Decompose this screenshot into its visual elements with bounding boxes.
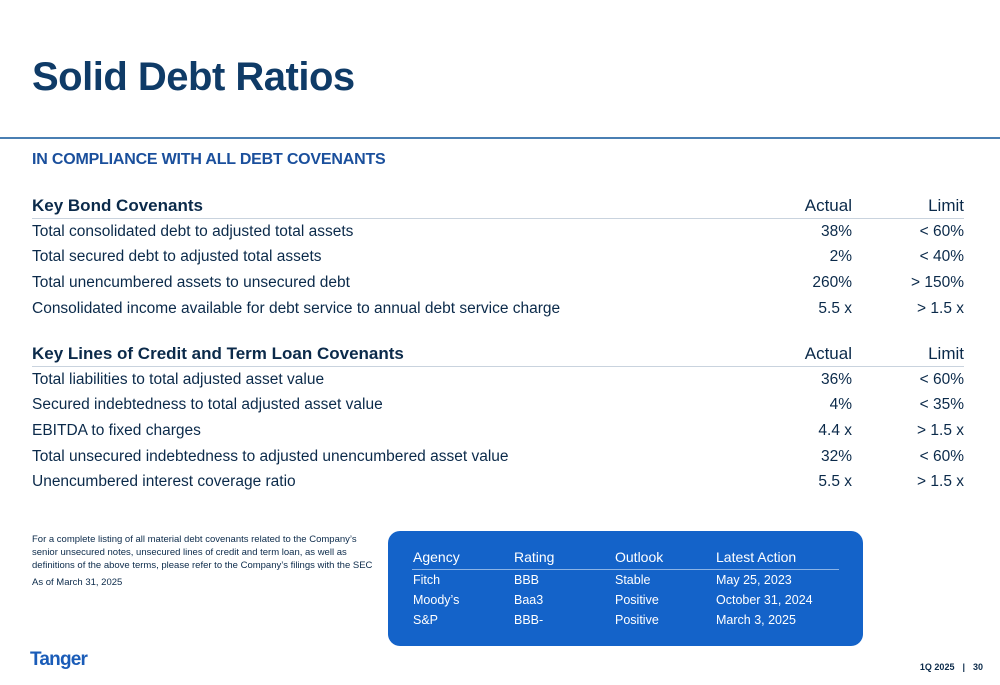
- bond-header-actual: Actual: [804, 196, 852, 215]
- bond-covenants-table: [32, 195, 964, 321]
- credit-ratings-panel: [388, 531, 863, 646]
- row-label: Unencumbered interest coverage ratio: [32, 473, 296, 491]
- row-limit: < 60%: [919, 370, 964, 388]
- credit-header-limit: Limit: [928, 344, 964, 363]
- bond-table-header: [32, 195, 964, 219]
- row-actual: 5.5 x: [818, 299, 852, 317]
- row-actual: 38%: [820, 222, 852, 240]
- row-actual: 5.5 x: [818, 473, 852, 491]
- row-label: Total consolidated debt to adjusted total assets: [32, 222, 354, 240]
- row-actual: 2%: [829, 248, 852, 266]
- ratings-header-agency: Agency: [413, 549, 460, 565]
- agency-name: Moody’s: [413, 593, 460, 607]
- row-actual: 4.4 x: [818, 421, 852, 439]
- agency-name: S&P: [413, 613, 439, 627]
- table-row: [32, 393, 964, 419]
- agency-rating: BBB-: [514, 613, 544, 627]
- row-limit: < 40%: [919, 248, 964, 266]
- row-label: EBITDA to fixed charges: [32, 421, 201, 439]
- section-subtitle: IN COMPLIANCE WITH ALL DEBT COVENANTS: [32, 151, 386, 168]
- ratings-row: [412, 570, 839, 590]
- row-limit: < 60%: [919, 222, 964, 240]
- agency-outlook: Positive: [615, 593, 659, 607]
- page-footer: [920, 662, 983, 672]
- page-title: Solid Debt Ratios: [32, 55, 355, 99]
- ratings-row: [412, 590, 839, 610]
- row-label: Total unencumbered assets to unsecured debt: [32, 273, 350, 291]
- row-label: Total secured debt to adjusted total assets: [32, 248, 322, 266]
- company-logo: Tanger: [30, 649, 88, 670]
- credit-header-label: Key Lines of Credit and Term Loan Covenants: [32, 344, 404, 363]
- bond-header-limit: Limit: [928, 196, 964, 215]
- ratings-row: [412, 610, 839, 630]
- credit-header-actual: Actual: [804, 344, 852, 363]
- as-of-date: As of March 31, 2025: [32, 577, 123, 588]
- row-limit: > 150%: [910, 273, 964, 291]
- row-actual: 32%: [820, 447, 852, 465]
- agency-outlook: Positive: [615, 613, 659, 627]
- ratings-header-rating: Rating: [514, 549, 555, 565]
- row-label: Consolidated income available for debt service to annual debt service charge: [32, 299, 561, 317]
- row-limit: > 1.5 x: [917, 421, 964, 439]
- table-row: [32, 418, 964, 444]
- ratings-header-action: Latest Action: [716, 549, 797, 565]
- table-row: [32, 245, 964, 271]
- row-limit: > 1.5 x: [917, 299, 964, 317]
- table-row: [32, 270, 964, 296]
- agency-rating: BBB: [514, 573, 540, 587]
- agency-rating: Baa3: [514, 593, 544, 607]
- row-actual: 4%: [829, 396, 852, 414]
- page-number: 30: [972, 662, 983, 672]
- agency-latest-action: March 3, 2025: [716, 613, 796, 627]
- row-label: Total unsecured indebtedness to adjusted unencumbered asset value: [32, 447, 509, 465]
- table-row: [32, 219, 964, 245]
- agency-latest-action: May 25, 2023: [716, 573, 792, 587]
- ratings-header-outlook: Outlook: [615, 549, 664, 565]
- credit-covenants-table: [32, 343, 964, 495]
- agency-latest-action: October 31, 2024: [716, 593, 813, 607]
- row-limit: > 1.5 x: [917, 473, 964, 491]
- agency-name: Fitch: [413, 573, 441, 587]
- title-divider: [0, 137, 1000, 139]
- credit-table-header: [32, 343, 964, 367]
- row-limit: < 35%: [919, 396, 964, 414]
- table-row: [32, 444, 964, 470]
- footer-period: 1Q 2025: [919, 662, 955, 672]
- agency-outlook: Stable: [615, 573, 651, 587]
- table-row: [32, 469, 964, 495]
- table-row: [32, 367, 964, 393]
- row-label: Total liabilities to total adjusted asset value: [32, 370, 325, 388]
- row-actual: 36%: [820, 370, 852, 388]
- bond-header-label: Key Bond Covenants: [32, 196, 203, 215]
- table-row: [32, 296, 964, 322]
- footer-separator: |: [962, 662, 965, 672]
- row-label: Secured indebtedness to total adjusted asset value: [32, 396, 383, 414]
- ratings-header: [412, 549, 839, 570]
- row-actual: 260%: [812, 273, 852, 291]
- footnote: For a complete listing of all material debt covenants related to the Company’s senior unsecured notes, unsecured lines of credit and term loan, as well as definitions of the above terms, please refer to the Company’s filings with the SEC: [32, 534, 373, 571]
- row-limit: < 60%: [919, 447, 964, 465]
